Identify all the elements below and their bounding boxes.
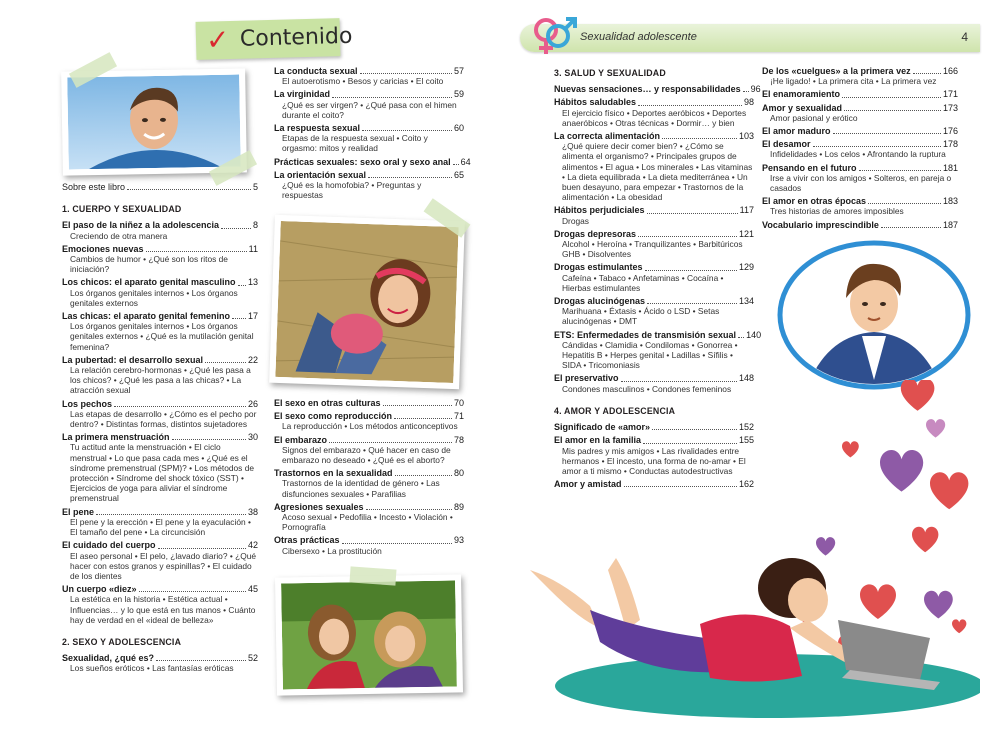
tape <box>349 566 396 585</box>
toc-entry-subtopics: La estética en la historia • Estética actual • Influencias… y lo que está en tus manos • Cuánto hay de verdad en el «ideal de belleza» <box>70 594 256 625</box>
dot-leader <box>453 164 459 165</box>
toc-entry-subtopics: Etapas de la respuesta sexual • Coito y orgasmo: mitos y realidad <box>282 133 428 154</box>
toc-entry-title: Los pechos <box>62 398 113 409</box>
photo-boy <box>61 68 247 175</box>
girl-laptop-illustration <box>520 380 980 720</box>
toc-entry-title: La orientación sexual <box>274 169 367 180</box>
toc-entry-page: 5 <box>252 182 258 192</box>
toc-entry[interactable] <box>274 170 464 201</box>
dot-leader <box>360 73 452 74</box>
toc-entry[interactable] <box>554 329 762 371</box>
toc-entry-page: 70 <box>453 398 464 408</box>
toc-entry-title: Trastornos en la sexualidad <box>274 468 393 479</box>
dot-leader <box>647 213 738 214</box>
toc-entry-title: El amor maduro <box>762 126 831 137</box>
toc-entry[interactable] <box>62 653 258 673</box>
girl-photo-image <box>275 221 458 383</box>
toc-entry-subtopics: El aseo personal • El pelo, ¿lavado diario? • ¿Qué hacer con estos granos y espinillas? • El cuidado de los dientes <box>70 550 257 581</box>
photo-girl-grass <box>269 215 465 390</box>
dot-leader <box>833 133 941 134</box>
dot-leader <box>394 418 452 419</box>
toc-entry-title: Los chicos: el aparato genital masculino <box>62 277 236 288</box>
toc-entry-title: Otras prácticas <box>274 535 340 546</box>
dot-leader <box>368 177 452 178</box>
toc-entry-intro[interactable] <box>62 182 258 192</box>
toc-entry[interactable] <box>274 535 464 555</box>
toc-entry[interactable] <box>554 229 754 260</box>
dot-leader <box>645 270 737 271</box>
dot-leader <box>362 130 452 131</box>
dot-leader <box>158 548 246 549</box>
right-page <box>500 0 1000 736</box>
toc-entry-page: 183 <box>942 196 958 207</box>
toc-entry-page: 22 <box>247 354 258 365</box>
toc-entry[interactable] <box>62 220 258 240</box>
toc-entry[interactable] <box>274 502 464 533</box>
dot-leader <box>139 591 246 592</box>
section-heading: 4. AMOR Y ADOLESCENCIA <box>554 405 676 416</box>
toc-entry-subtopics: El autoerotismo • Besos y caricias • El coito <box>282 76 444 87</box>
dot-leader <box>366 509 452 510</box>
toc-entry-subtopics: La reproducción • Los métodos anticonceptivos <box>282 421 458 432</box>
toc-entry-page: 17 <box>247 311 258 322</box>
toc-entry-title: Amor y sexualidad <box>762 102 843 113</box>
toc-entry-title: Drogas depresoras <box>554 228 637 239</box>
toc-entry-subtopics: Marihuana • Éxtasis • Ácido o LSD • Setas alucinógenas • DMT <box>562 306 720 327</box>
dot-leader <box>238 285 246 286</box>
dot-leader <box>738 337 744 338</box>
toc-entry[interactable] <box>762 103 958 123</box>
toc-entry[interactable] <box>762 139 958 159</box>
dot-leader <box>647 303 737 304</box>
toc-entry-subtopics: Mis padres y mis amigos • Las rivalidades entre hermanos • El incesto, una forma de no-amar • El amor a ti mismo • Conductas autodestructivas <box>562 445 746 476</box>
toc-column-left-1 <box>62 182 258 677</box>
toc-entry[interactable] <box>762 66 958 86</box>
dot-leader <box>859 170 941 171</box>
dot-leader <box>813 146 941 147</box>
page-title: Contenido <box>239 23 353 52</box>
gender-symbols-icon <box>526 14 578 60</box>
toc-entry-title: La primera menstruación <box>62 432 170 443</box>
toc-entry-title: Drogas alucinógenas <box>554 296 646 307</box>
toc-entry[interactable] <box>554 131 754 202</box>
toc-entry-subtopics: Tu actitud ante la menstruación • El ciclo menstrual • Lo que pasa cada mes • ¿Qué es el síndrome premenstrual (SPM)? • Los métodos de protección • Síndrome del shock tóxico (SST) • Ejercicios de yoga para aliviar el síndrome premenstrual <box>70 442 255 504</box>
dot-leader <box>232 318 246 319</box>
toc-entry-page: 64 <box>460 156 471 167</box>
toc-entry-title: ETS: Enfermedades de transmisión sexual <box>554 329 737 340</box>
toc-entry[interactable] <box>274 156 471 167</box>
dot-leader <box>332 97 452 98</box>
toc-entry[interactable] <box>62 399 258 430</box>
toc-entry-subtopics: Cambios de humor • ¿Qué son los ritos de iniciación? <box>70 254 228 275</box>
toc-entry-page: 176 <box>942 126 958 137</box>
toc-entry-title: El amor en otras épocas <box>762 196 867 207</box>
toc-entry[interactable] <box>274 398 464 408</box>
toc-entry-title: Hábitos saludables <box>554 97 637 108</box>
toc-entry-page: 78 <box>453 434 464 445</box>
dot-leader <box>383 405 452 406</box>
toc-entry[interactable] <box>274 435 464 466</box>
toc-entry[interactable] <box>62 540 258 581</box>
toc-entry-subtopics: Los órganos genitales internos • Los órganos genitales externos <box>70 287 238 308</box>
toc-entry-page: 98 <box>743 97 754 108</box>
toc-entry-page: 171 <box>942 89 958 100</box>
contents-title-tab <box>196 18 353 60</box>
toc-entry[interactable] <box>62 244 258 275</box>
toc-entry-page: 57 <box>453 66 464 76</box>
toc-entry-page: 52 <box>247 653 258 664</box>
toc-entry[interactable] <box>762 126 958 136</box>
toc-entry-subtopics: El ejercicio físico • Deportes aeróbicos • Deportes anaeróbicos • Otras técnicas • Dormir… y bien <box>562 107 747 128</box>
boy-photo-image <box>67 75 241 170</box>
toc-column-left-2-top <box>274 66 471 203</box>
toc-entry-title: Significado de «amor» <box>554 422 651 433</box>
toc-entry[interactable] <box>554 262 754 293</box>
toc-entry-page: 96 <box>750 84 761 95</box>
toc-entry-page: 38 <box>247 506 258 517</box>
dot-leader <box>221 228 251 229</box>
toc-entry-title: El amor en la familia <box>554 435 642 446</box>
toc-entry-page: 173 <box>942 102 958 113</box>
toc-entry-page: 60 <box>453 123 464 134</box>
toc-entry-page: 26 <box>247 398 258 409</box>
toc-entry-page: 155 <box>738 435 754 446</box>
dot-leader <box>172 439 246 440</box>
toc-entry-title: El paso de la niñez a la adolescencia <box>62 220 220 231</box>
toc-entry-subtopics: Los órganos genitales internos • Los órganos genitales externos • ¿Qué es la mutilación genital femenina? <box>70 321 254 352</box>
dot-leader <box>342 543 452 544</box>
toc-entry-title: Sexualidad, ¿qué es? <box>62 653 155 664</box>
toc-entry-title: La correcta alimentación <box>554 131 661 142</box>
toc-entry[interactable] <box>554 205 754 225</box>
toc-entry-subtopics: ¿Qué es ser virgen? • ¿Qué pasa con el himen durante el coito? <box>282 99 457 120</box>
toc-entry-title: Pensando en el futuro <box>762 162 857 173</box>
toc-entry[interactable] <box>554 296 754 327</box>
toc-entry-page: 140 <box>746 329 762 340</box>
toc-entry-page: 152 <box>738 422 754 433</box>
dot-leader <box>96 514 246 515</box>
toc-entry-title: El cuidado del cuerpo <box>62 540 156 551</box>
toc-column-right-2 <box>762 66 958 233</box>
section-heading: 2. SEXO Y ADOLESCENCIA <box>62 636 182 647</box>
dot-leader <box>205 362 246 363</box>
toc-entry-subtopics: Los sueños eróticos • Las fantasías eróticas <box>70 663 234 674</box>
dot-leader <box>842 97 941 98</box>
dot-leader <box>395 475 452 476</box>
toc-entry[interactable] <box>274 468 464 499</box>
toc-entry[interactable] <box>274 89 464 120</box>
toc-entry-subtopics: El pene y la erección • El pene y la eyaculación • El tamaño del pene • La circuncisión <box>70 516 251 538</box>
toc-entry-page: 13 <box>247 277 258 288</box>
toc-entry-title: El sexo como reproducción <box>274 411 393 422</box>
toc-entry-title: Un cuerpo «diez» <box>62 584 137 595</box>
toc-entry-title: La respuesta sexual <box>274 123 361 134</box>
boy-illustration <box>776 240 972 390</box>
dot-leader <box>156 660 246 661</box>
toc-entry-page: 178 <box>942 139 958 150</box>
toc-entry[interactable] <box>762 196 958 216</box>
dot-leader <box>881 227 941 228</box>
toc-entry-title: Agresiones sexuales <box>274 501 364 512</box>
toc-entry-subtopics: Cafeína • Tabaco • Anfetaminas • Cocaína • Hierbas estimulantes <box>562 272 724 293</box>
toc-entry-subtopics: Irse a vivir con los amigos • Solteros, en pareja o casados <box>770 172 952 194</box>
toc-entry-page: 103 <box>738 131 754 142</box>
toc-entry-title: Vocabulario imprescindible <box>762 219 879 230</box>
toc-entry-page: 181 <box>942 162 958 173</box>
toc-entry[interactable] <box>62 432 258 503</box>
toc-entry-title: La pubertad: el desarrollo sexual <box>62 354 204 365</box>
toc-entry-subtopics: Condones masculinos • Condones femeninos <box>562 383 732 394</box>
dot-leader <box>638 236 737 237</box>
toc-entry-title: Nuevas sensaciones… y responsabilidades <box>554 84 741 95</box>
dot-leader <box>146 251 247 252</box>
toc-entry-subtopics: Tres historias de amores imposibles <box>770 206 904 217</box>
toc-entry[interactable] <box>762 89 958 99</box>
toc-entry-subtopics: ¿Qué es la homofobia? • Preguntas y respuestas <box>282 180 422 201</box>
toc-column-left-2-bottom <box>274 398 464 559</box>
toc-entry-page: 80 <box>453 468 464 479</box>
toc-entry-subtopics: Alcohol • Heroína • Tranquilizantes • Barbitúricos GHB • Disolventes <box>562 239 743 260</box>
dot-leader <box>844 110 941 111</box>
toc-entry[interactable] <box>274 411 464 431</box>
toc-entry-page: 59 <box>453 89 464 100</box>
toc-entry-title: Emociones nuevas <box>62 243 144 254</box>
toc-entry-title: El embarazo <box>274 434 328 445</box>
toc-entry-page: 11 <box>248 243 258 254</box>
toc-entry-title: De los «cuelgues» a la primera vez <box>762 66 911 76</box>
dot-leader <box>329 442 452 443</box>
toc-entry-title: Drogas estimulantes <box>554 262 643 273</box>
toc-entry-subtopics: Cándidas • Clamidia • Condilomas • Gonorrea • Hepatitis B • Herpes genital • Ladillas • Sífilis • SIDA • Tricomoniasis <box>562 339 738 371</box>
toc-entry-title: El enamoramiento <box>762 89 841 100</box>
toc-entry-title: Prácticas sexuales: sexo oral y sexo anal <box>274 156 451 167</box>
page-number: 4 <box>961 30 968 44</box>
toc-entry[interactable] <box>554 84 761 95</box>
dot-leader <box>662 138 737 139</box>
dot-leader <box>868 203 941 204</box>
section-heading: 3. SALUD Y SEXUALIDAD <box>554 68 666 78</box>
toc-entry[interactable] <box>274 123 464 154</box>
toc-entry-subtopics: Infidelidades • Los celos • Afrontando la ruptura <box>770 149 946 160</box>
toc-entry[interactable] <box>62 277 258 308</box>
toc-entry-title: El desamor <box>762 139 811 150</box>
two-girls-photo-image <box>281 580 457 689</box>
toc-entry-title: Amor y amistad <box>554 479 622 490</box>
toc-entry[interactable] <box>762 220 958 230</box>
toc-entry-title: El pene <box>62 506 95 517</box>
toc-entry-page: 8 <box>252 220 258 231</box>
toc-entry-page: 71 <box>453 411 464 422</box>
toc-entry-title: Sobre este libro <box>62 182 126 192</box>
toc-entry-title: La virginidad <box>274 89 331 100</box>
toc-entry-page: 117 <box>739 205 754 216</box>
dot-leader <box>638 105 742 106</box>
toc-entry-page: 148 <box>738 373 754 384</box>
toc-entry-subtopics: Acoso sexual • Pedofilia • Incesto • Violación • Pornografía <box>282 512 453 533</box>
toc-entry-page: 42 <box>247 540 258 551</box>
toc-entry-page: 30 <box>247 432 258 443</box>
toc-entry[interactable] <box>62 507 258 538</box>
toc-entry-subtopics: Drogas <box>562 215 589 226</box>
toc-entry-page: 45 <box>247 584 258 595</box>
toc-entry-subtopics: Cibersexo • La prostitución <box>282 545 382 556</box>
running-header <box>520 24 980 52</box>
toc-entry-page: 121 <box>738 228 754 239</box>
toc-entry-page: 134 <box>738 296 754 307</box>
toc-entry-page: 65 <box>453 169 464 180</box>
toc-entry-page: 187 <box>942 219 958 230</box>
toc-entry-subtopics: Amor pasional y erótico <box>770 112 858 123</box>
section-heading: 1. CUERPO Y SEXUALIDAD <box>62 204 182 215</box>
toc-entry-subtopics: ¡He ligado! • La primera cita • La primera vez <box>770 76 937 87</box>
toc-entry[interactable] <box>762 163 958 194</box>
dot-leader <box>114 406 246 407</box>
toc-entry-subtopics: Las etapas de desarrollo • ¿Cómo es el pecho por dentro? • Distintas formas, distintos sujetadores <box>70 408 257 430</box>
toc-entry-page: 162 <box>738 479 754 490</box>
toc-entry-subtopics: Trastornos de la identidad de género • Las disfunciones sexuales • Parafilias <box>282 478 440 499</box>
running-header-title: Sexualidad adolescente <box>580 31 697 43</box>
toc-entry-subtopics: ¿Qué quiere decir comer bien? • ¿Cómo se alimenta el organismo? • Principales grupos de alimentos • El agua • Los minerales • Las vitaminas • La dieta equilibrada • La dieta mediterránea • Un buen desayuno, para empezar • Trastornos de la alimentación • La obesidad <box>562 141 753 203</box>
toc-entry[interactable] <box>62 311 258 352</box>
toc-entry[interactable] <box>62 355 258 396</box>
toc-entry[interactable] <box>554 97 754 128</box>
toc-entry-title: Hábitos perjudiciales <box>554 205 645 216</box>
photo-two-girls <box>275 574 463 695</box>
toc-entry-title: La conducta sexual <box>274 66 358 76</box>
toc-entry[interactable] <box>62 584 258 625</box>
toc-entry[interactable] <box>274 66 464 86</box>
toc-entry-title: Las chicas: el aparato genital femenino <box>62 311 231 322</box>
toc-entry-title: El preservativo <box>554 373 619 384</box>
dot-leader <box>913 73 941 74</box>
toc-entry-page: 89 <box>453 501 464 512</box>
toc-entry-page: 166 <box>942 66 958 76</box>
toc-entry-subtopics: Signos del embarazo • Qué hacer en caso de embarazo no deseado • ¿Qué es el aborto? <box>282 444 451 466</box>
toc-entry-page: 129 <box>738 262 754 273</box>
toc-entry-subtopics: Creciendo de otra manera <box>70 230 168 241</box>
dot-leader <box>743 91 749 92</box>
toc-entry-subtopics: La relación cerebro-hormonas • ¿Qué les pasa a los chicos? • ¿Qué les pasa a las chicas? • La atracción sexual <box>70 365 251 396</box>
toc-entry-page: 93 <box>453 535 464 546</box>
checkmark-icon: ✓ <box>205 23 230 57</box>
toc-entry-title: El sexo en otras culturas <box>274 398 381 408</box>
